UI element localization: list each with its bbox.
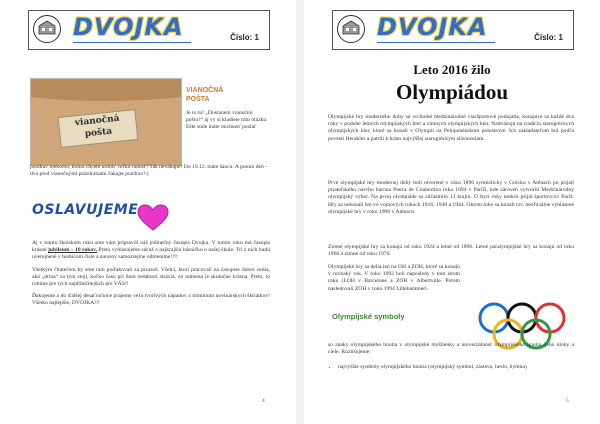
sidebox-title-line2: POŠTA (186, 96, 210, 103)
paragraph-r3 (328, 244, 574, 258)
paragraph-r5-text: so znaky olympijského hnutia v olympijské myšlienky a univerzálnosť olympijského hnutia, jeho úlohy a ciele. Rozlišujeme: (328, 342, 574, 356)
page-number-right: 5 (566, 398, 569, 404)
page-gutter (296, 0, 304, 424)
magazine-title: DVOJKA (73, 13, 184, 41)
paragraph-r4 (328, 264, 460, 293)
paragraph-r5 (328, 342, 574, 356)
paragraph-r2-text: Prvé olympijské hry modernej doby boli otvorené v roku 1896 symbolicky v Grécku v Aténach po prijatí priateľského návrhu barona Pierra de Coubertina roku 1894 v Paríži, kde zároveň vytvorili Medzinárodný olympijský výbor. Na prvej olympiáde sa zúčastnilo 13 krajín. O štyri roky neskôr prijal športovcov Paríž. Hry sa nekonali len vo vojnových rokoch 1916, 1940 a 1944. Okrem toho sa konali tzv. neoficiálne vyhlásené olympijské hry v roku 1906 v Aténach. (328, 180, 575, 215)
paragraph-2: Všetkým čitateľom by sme radi poďakovali za priazeň. Všetci, ktorí pracovali na časopise dobre vedia, aká „drina“ za tým stojí, koľko času pri ňom redaktori strávia, no odmena je skutočne krásna. Preto, to robíme pre tých najdôležitejších pre VÁS!! (32, 266, 270, 288)
jubilee-text: jubileum – 10 rokov. (48, 247, 98, 254)
sidebox-title (186, 86, 256, 104)
right-page (304, 0, 600, 424)
left-page (0, 0, 296, 424)
symbols-list (328, 364, 574, 371)
sidebox-title-line1: VIANOČNÁ (186, 87, 224, 94)
para1-pre: Aj v tomto školskom roku sme vám pripravili náš jedinečný časopis Dvojka. V tomto roku má časopis krásne (32, 240, 270, 254)
list-item: • najvyššie symboly olympijského hnutia (olympijský symbol, zástava, heslo, hymna) (338, 364, 574, 371)
magazine-header-right (332, 10, 574, 50)
headline-big: Olympiádou (395, 80, 509, 104)
title-underline-right (377, 42, 495, 43)
magazine-header (28, 10, 270, 50)
headline-small: Leto 2016 žilo (413, 62, 491, 77)
paragraph-1 (32, 240, 270, 262)
paragraph-r3-text: Zimné olympijské hry sa konajú od roku 1924 a letné od 1896. Letné paralympijské hry sa konajú od roku 1960 a zimné od roku 1976. (328, 244, 574, 258)
celebrate-heading: OSLAVUJEME (32, 202, 139, 218)
left-article (32, 240, 270, 313)
christmas-mail-photo (30, 78, 182, 166)
sack-label-line1: vianočná (74, 113, 121, 129)
title-underline (73, 42, 191, 43)
photo-caption-text: pozdrav niekomu, komu chcete urobiť veľkú radosť! Tak neváhajte! Do 19.12. máte šancu. A potom deň - dva pred vianočnými prázdninami čakajte pozdrav!:) (30, 164, 268, 178)
paragraph-3: Ďakujeme a do ďalšej desaťročnice prajeme veľa tvorivých nápadov a minimum novinárskych škriatkov! Všetko najlepšie, DVOJKA!!! (32, 293, 270, 307)
symbols-title: Olympijské symboly (332, 312, 405, 321)
paragraph-r1-text: Olympijské hry moderného doby sú vrcholné medzinárodné viacšportové podujatie, konajúce sa každé dva roky v podobe letných olympijských hier a zimných olympijských hier. Nadväzujú na tradíciu starogréckych olympijských hier, ktoré sa konali v Olympii na Peloponézskom polostrove. Ich zakladateľom bol podľa povesti Herakles a patrili k hrám najvýššej starogréckym slávnostiam. (328, 114, 574, 142)
page-number-left: 4 (262, 398, 265, 404)
sidebox-text: Je to tu! „Dostanem vianočnú poštu?“ aj vy si kladiete túto otázku. Ešte stále máte možnosť poslať (186, 110, 268, 131)
paragraph-r1 (328, 114, 574, 143)
issue-number-right: Číslo: 1 (534, 33, 563, 42)
heart-icon (137, 204, 169, 232)
para1-post: Preto vyhlasujeme súťaž o najkrajšiu básničku o našej škole. Tri z nich budú uverejnené v budúcom čísle a autorov samozrejme odmeníme!!!! (32, 247, 270, 261)
paragraph-r4-text: Olympijské hry sa delia len na OH a ZOH, ktoré sa konajú v rovnaký rok. V roku 1992 boli naposledy v tom istom roku (LOH v Barcelone a ZOH v Albertville. Potom nasledovali ZOH v roku 1994 Lillehammeri. (328, 264, 460, 292)
issue-number: Číslo: 1 (230, 33, 259, 42)
school-logo-icon (32, 14, 62, 44)
sack-label-line2: pošta (84, 126, 113, 140)
magazine-title-right: DVOJKA (377, 13, 488, 41)
paragraph-r2 (328, 180, 574, 216)
school-logo-icon (336, 14, 366, 44)
